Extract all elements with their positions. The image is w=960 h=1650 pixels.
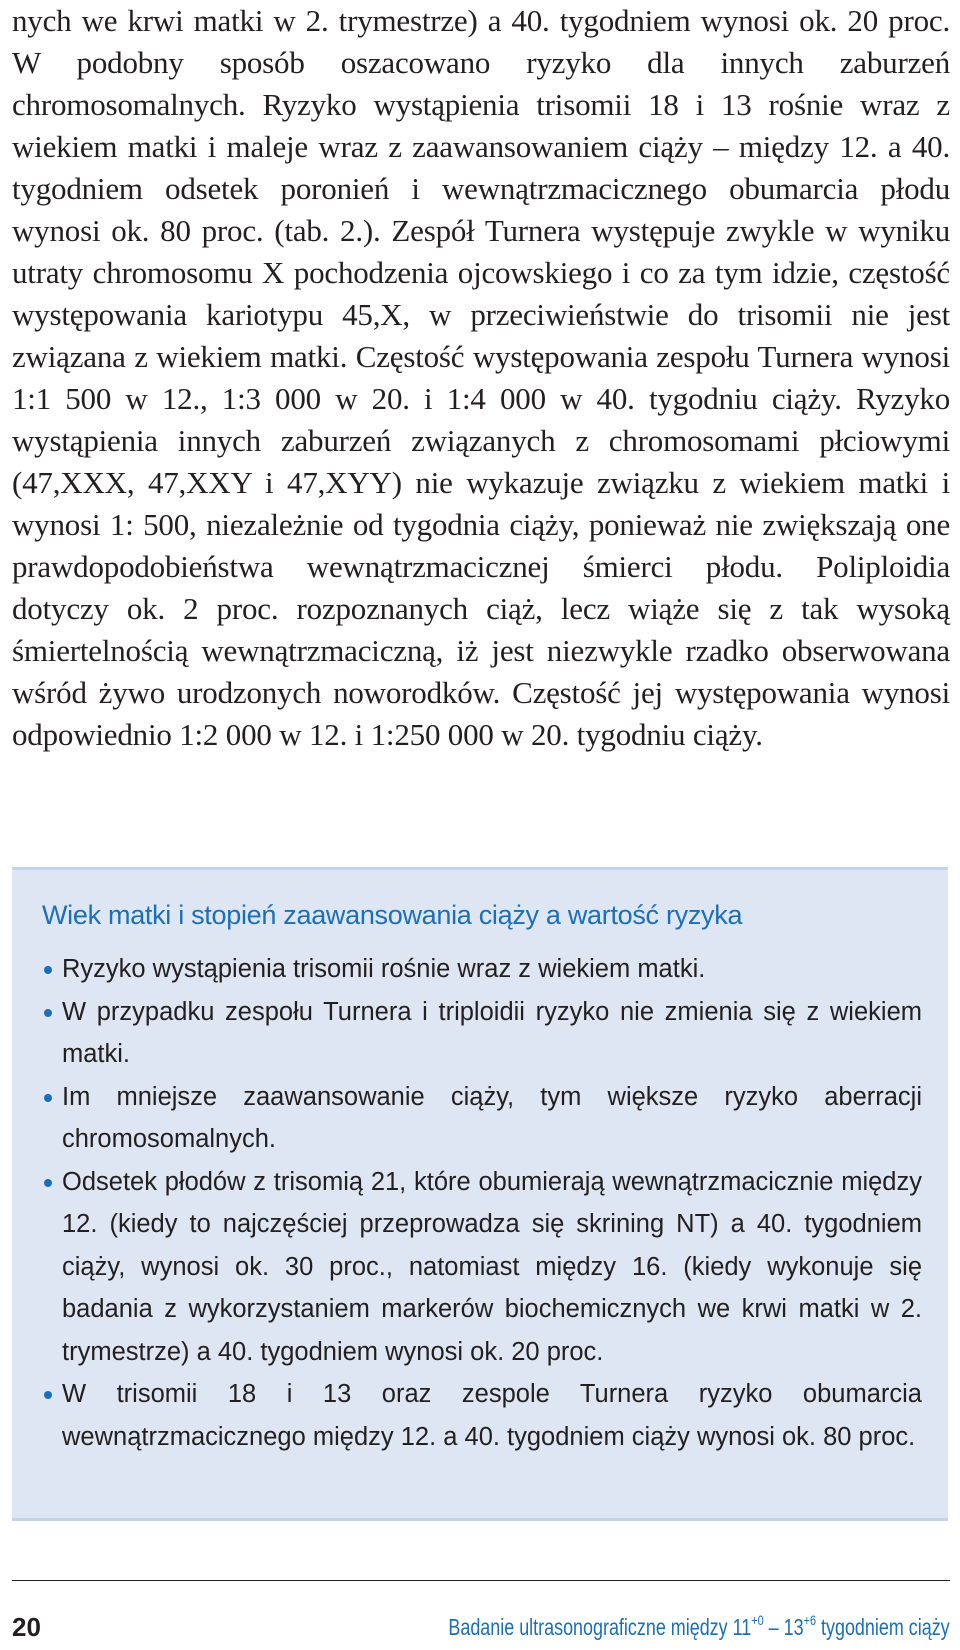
body-paragraph: nych we krwi matki w 2. trymestrze) a 40. tygodniem wynosi ok. 20 proc. W podobny sposób oszacowano ryzyko dla innych zaburzeń chromosomalnych. Ryzyko wystąpienia trisomii 18 i 13 rośnie wraz z wiekiem matki i maleje wraz z zaawansowaniem ciąży – między 12. a 40. tygodniem odsetek poronień i wewnątrzmacicznego obumarcia płodu wynosi ok. 80 proc. (tab. 2.). Zespół Turnera występuje zwykle w wyniku utraty chromosomu X pochodzenia ojcowskiego i co za tym idzie, częstość występowania kariotypu 45,X, w przeciwieństwie do trisomii nie jest związana z wiekiem matki. Częstość występowania zespołu Turnera wynosi 1:1 500 w 12., 1:3 000 w 20. i 1:4 000 w 40. tygodniu ciąży. Ryzyko wystąpienia innych zaburzeń związanych z chromosomami płciowymi (47,XXX, 47,XXY i 47,XYY) nie wykazuje związku z wiekiem matki i wynosi 1: 500, niezależnie od tygodnia ciąży, ponieważ nie zwiększają one prawdopodobieństwa wewnątrzmacicznej śmierci płodu. Poliploidia dotyczy ok. 2 proc. rozpoznanych ciąż, lecz wiąże się z tak wysoką śmiertelnością wewnątrzmaciczną, iż jest niezwykle rzadko obserwowana wśród żywo urodzonych noworodków. Częstość jej występowania wynosi odpowiednio 1:2 000 w 12. i 1:250 000 w 20. tygodniu ciąży.	[12, 3, 950, 752]
callout-list-item	[42, 991, 922, 1076]
callout-list-item	[42, 1373, 922, 1458]
body-text	[12, 0, 950, 756]
footer-title-dash: – 13	[764, 1614, 804, 1640]
callout-item-text: Odsetek płodów z trisomią 21, które obumierają wewnątrzmacicznie między 12. (kiedy to najczęściej przeprowadza się skrining NT) a 40. tygodniem ciąży, wynosi ok. 30 proc., natomiast między 16. (kiedy wykonuje się badania z wykorzystaniem markerów biochemicznych we krwi matki w 2. trymestrze) a 40. tygodniem wynosi ok. 20 proc.	[62, 1167, 922, 1366]
footer-title-end: tygodniem ciąży	[816, 1614, 950, 1640]
callout-list-item	[42, 948, 922, 991]
bullet-icon	[44, 1009, 52, 1017]
callout-list-item	[42, 1076, 922, 1161]
bullet-icon	[44, 966, 52, 974]
callout-bullet-list	[42, 948, 922, 1458]
summary-callout-box	[12, 867, 948, 1521]
callout-title: Wiek matki i stopień zaawansowania ciąży a wartość ryzyka	[42, 900, 743, 930]
callout-item-text: W przypadku zespołu Turnera i triploidii ryzyko nie zmienia się z wiekiem matki.	[62, 997, 922, 1068]
footer-title-start: Badanie ultrasonograficzne między 11	[448, 1614, 752, 1640]
footer-superscript-end: +6	[803, 1612, 817, 1628]
callout-item-text: Ryzyko wystąpienia trisomii rośnie wraz z wiekiem matki.	[62, 955, 706, 983]
callout-list-item	[42, 1161, 922, 1374]
callout-item-text: W trisomii 18 i 13 oraz zespole Turnera ryzyko obumarcia wewnątrzmacicznego między 12. a 40. tygodniem ciąży wynosi ok. 80 proc.	[62, 1380, 922, 1451]
page-number: 20	[12, 1612, 41, 1642]
bullet-icon	[44, 1179, 52, 1187]
bullet-icon	[44, 1094, 52, 1102]
footer-superscript-start: +0	[751, 1612, 765, 1628]
footer-divider	[12, 1580, 950, 1581]
running-footer	[449, 1612, 950, 1641]
callout-item-text: Im mniejsze zaawansowanie ciąży, tym większe ryzyko aberracji chromosomalnych.	[62, 1082, 922, 1153]
bullet-icon	[44, 1391, 52, 1399]
